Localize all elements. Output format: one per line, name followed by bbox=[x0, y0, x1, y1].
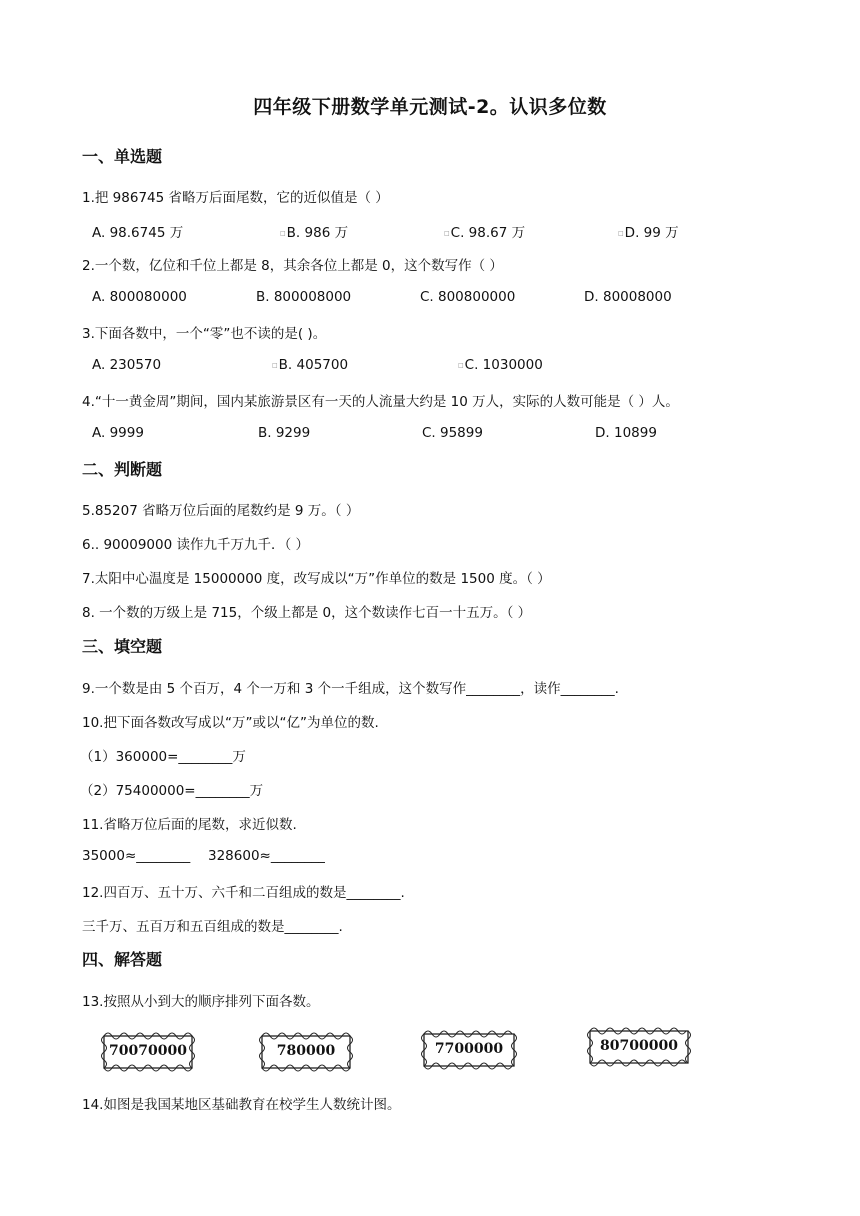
q4-option-b: B. 9299 bbox=[258, 425, 311, 441]
question-10-part-1: （1）360000=________万 bbox=[80, 749, 246, 765]
number-card-value: 780000 bbox=[276, 1043, 336, 1059]
q1-option-b: □B. 986 万 bbox=[280, 225, 349, 241]
question-10-part-2: （2）75400000=________万 bbox=[80, 783, 264, 799]
section-heading-single-choice: 一、单选题 bbox=[82, 147, 163, 166]
question-9: 9.一个数是由 5 个百万，4 个一万和 3 个一千组成，这个数写作________，读作________. bbox=[82, 681, 619, 697]
bullet-icon: □ bbox=[280, 229, 286, 237]
section-heading-true-false: 二、判断题 bbox=[82, 460, 163, 479]
question-5: 5.85207 省略万位后面的尾数约是 9 万。（ ） bbox=[82, 503, 360, 519]
q1-option-a: A. 98.6745 万 bbox=[92, 225, 184, 241]
question-3: 3.下面各数中，一个“零”也不读的是( )。 bbox=[82, 326, 327, 342]
q2-option-d: D. 80008000 bbox=[584, 289, 672, 305]
q3-option-c: □C. 1030000 bbox=[458, 357, 543, 373]
question-12-part-2: 三千万、五百万和五百组成的数是________. bbox=[82, 919, 343, 935]
question-11-part-1: 35000≈________ bbox=[82, 848, 191, 864]
q2-option-b: B. 800008000 bbox=[256, 289, 352, 305]
number-card bbox=[258, 1030, 354, 1074]
question-6: 6.. 90009000 读作九千万九千．（ ） bbox=[82, 537, 310, 553]
question-2: 2.一个数，亿位和千位上都是 8，其余各位上都是 0，这个数写作（ ） bbox=[82, 258, 503, 274]
section-heading-solve: 四、解答题 bbox=[82, 950, 163, 969]
number-card bbox=[420, 1028, 518, 1072]
q3-option-a: A. 230570 bbox=[92, 357, 162, 373]
question-8: 8. 一个数的万级上是 715，个级上都是 0，这个数读作七百一十五万。（ ） bbox=[82, 605, 532, 621]
question-14: 14.如图是我国某地区基础教育在校学生人数统计图。 bbox=[82, 1097, 401, 1113]
number-card-value: 80700000 bbox=[600, 1038, 678, 1054]
question-11-part-2: 328600≈________ bbox=[208, 848, 325, 864]
q4-option-c: C. 95899 bbox=[422, 425, 483, 441]
section-heading-fill-blank: 三、填空题 bbox=[82, 637, 163, 656]
number-card bbox=[586, 1024, 692, 1070]
page-title: 四年级下册数学单元测试-2。认识多位数 bbox=[253, 96, 607, 118]
question-10: 10.把下面各数改写成以“万”或以“亿”为单位的数. bbox=[82, 715, 379, 731]
number-card-value: 7700000 bbox=[434, 1041, 504, 1057]
q4-option-a: A. 9999 bbox=[92, 425, 144, 441]
question-7: 7.太阳中心温度是 15000000 度，改写成以“万”作单位的数是 1500 度。（ ） bbox=[82, 571, 551, 587]
q3-option-b: □B. 405700 bbox=[272, 357, 349, 373]
q1-option-d: □D. 99 万 bbox=[618, 225, 679, 241]
q1-option-c: □C. 98.67 万 bbox=[444, 225, 526, 241]
question-11: 11.省略万位后面的尾数，求近似数. bbox=[82, 817, 297, 833]
number-card bbox=[100, 1030, 196, 1074]
bullet-icon: □ bbox=[458, 361, 464, 369]
question-4: 4.“十一黄金周”期间，国内某旅游景区有一天的人流量大约是 10 万人，实际的人数可能是（ ）人。 bbox=[82, 394, 679, 410]
bullet-icon: □ bbox=[272, 361, 278, 369]
bullet-icon: □ bbox=[444, 229, 450, 237]
number-card-value: 70070000 bbox=[109, 1043, 187, 1059]
question-12: 12.四百万、五十万、六千和二百组成的数是________. bbox=[82, 885, 405, 901]
bullet-icon: □ bbox=[618, 229, 624, 237]
q4-option-d: D. 10899 bbox=[595, 425, 657, 441]
number-cards bbox=[100, 1024, 720, 1080]
q2-option-c: C. 800800000 bbox=[420, 289, 516, 305]
question-1: 1.把 986745 省略万后面尾数，它的近似值是（ ） bbox=[82, 190, 389, 206]
question-13: 13.按照从小到大的顺序排列下面各数。 bbox=[82, 994, 320, 1010]
q2-option-a: A. 800080000 bbox=[92, 289, 187, 305]
